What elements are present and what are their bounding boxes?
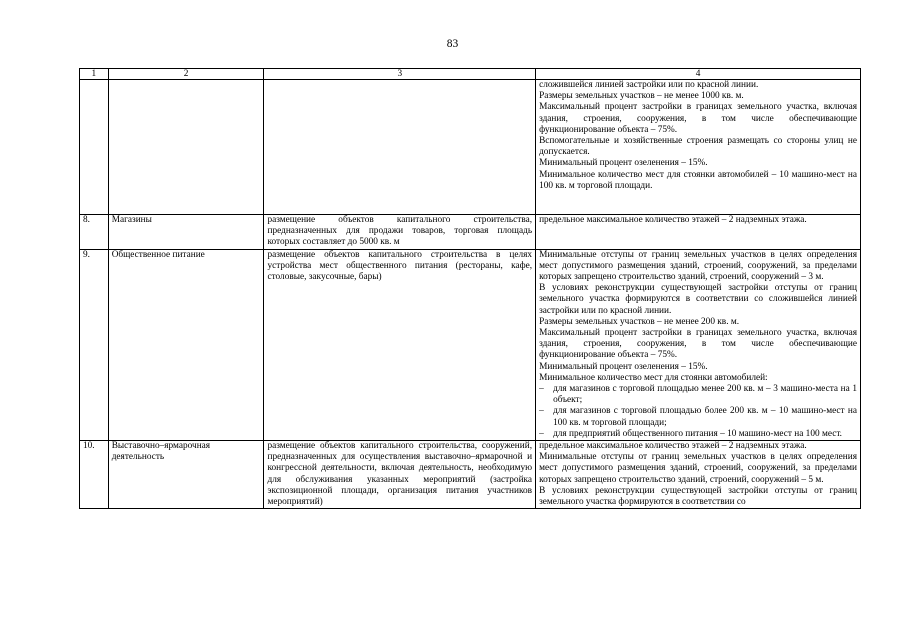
dash-item-text: для предприятий общественного питания – 10 машино-мест на 100 мест. [553, 428, 843, 439]
row-number-cell: 10. [80, 441, 109, 509]
param-text: предельное максимальное количество этажей – 2 надземных этажа. [539, 441, 807, 452]
dash-item-text: для магазинов с торговой площадью более 200 кв. м – 10 машино-мест на 100 кв. м торговой площади; [553, 406, 857, 428]
row-name-cell [108, 80, 264, 215]
param-text: В условиях реконструкции существующей застройки отступы от границ земельного участка формируются в соответствии со сложившейся линией застройки или по красной линии. [539, 283, 857, 316]
param-text: Минимальное количество мест для стоянки автомобилей – 10 машино-мест на 100 кв. м торговой площади. [539, 169, 857, 191]
dash-marker: – [539, 428, 544, 439]
row-description-cell: размещение объектов капитального строительства в целях устройства мест общественного питания (рестораны, кафе, столовые, закусочные, бары) [264, 249, 536, 440]
regulations-table [79, 68, 861, 509]
dash-list-item [539, 406, 857, 428]
param-text: Максимальный процент застройки в границах земельного участка, включая здания, строения, сооружения, в том числе обеспечивающие функционирование объекта – 75%. [539, 328, 857, 361]
row-params-cell [536, 441, 861, 509]
row-name-cell: Общественное питание [108, 249, 264, 440]
row-name-cell: Выставочно–ярмарочная деятельность [108, 441, 264, 509]
row-description-cell [264, 80, 536, 215]
param-text: В условиях реконструкции существующей застройки отступы от границ земельного участка формируются в соответствии со [539, 485, 857, 508]
dash-item-text: для магазинов с торговой площадью менее 200 кв. м – 3 машино-места на 1 объект; [553, 384, 857, 406]
row-params-cell [536, 249, 861, 440]
page-number: 83 [446, 38, 459, 50]
table-header-row [80, 69, 861, 80]
param-text: Минимальный процент озеленения – 15%. [539, 361, 708, 372]
row-params-cell [536, 215, 861, 250]
param-text: предельное максимальное количество этажей – 2 надземных этажа. [539, 215, 807, 225]
row-number-cell: 9. [80, 249, 109, 440]
param-text: Минимальные отступы от границ земельных участков в целях определения мест допустимого размещения зданий, строений, сооружений, за пределами которых запрещено строительство зданий, строений, сооружений – 5 м. [539, 452, 857, 485]
param-text: Минимальный процент озеленения – 15%. [539, 158, 708, 169]
param-text: Минимальные отступы от границ земельных участков в целях определения мест допустимого размещения зданий, строений, сооружений, за пределами которых запрещено строительство зданий, строений, сооружений – 3 м. [539, 249, 857, 283]
param-text: сложившейся линией застройки или по красной линии. [539, 80, 759, 90]
param-text: Размеры земельных участков – не менее 1000 кв. м. [539, 91, 744, 102]
params-clip [539, 441, 857, 508]
header-cell-3: 3 [264, 69, 536, 80]
table-row [80, 249, 861, 440]
header-cell-4: 4 [536, 69, 861, 80]
row-number-cell: 8. [80, 215, 109, 250]
param-text: Размеры земельных участков – не менее 200 кв. м. [539, 316, 740, 327]
header-cell-1: 1 [80, 69, 109, 80]
table-row [80, 441, 861, 509]
row-description-cell: размещение объектов капитального строительства, сооружений, предназначенных для осуществления выставочно–ярмарочной и конгрессной деятельности, включая деятельность, необходимую для обслуживания указанных мероприятий (застройка экспозиционной площади, организация питания участников мероприятий) [264, 441, 536, 509]
table-row [80, 80, 861, 215]
param-text: Максимальный процент застройки в границах земельного участка, включая здания, строения, сооружения, в том числе обеспечивающие функционирование объекта – 75%. [539, 102, 857, 135]
param-text: Минимальное количество мест для стоянки автомобилей: [539, 372, 768, 383]
dash-list-item [539, 384, 857, 406]
row-description-cell: размещение объектов капитального строительства, предназначенных для продажи товаров, торговая площадь которых составляет до 5000 кв. м [264, 215, 536, 250]
header-cell-2: 2 [108, 69, 264, 80]
dash-marker: – [539, 384, 544, 395]
table-row [80, 215, 861, 250]
row-name-cell: Магазины [108, 215, 264, 250]
param-text: Вспомогательные и хозяйственные строения размещать со стороны улиц не допускается. [539, 136, 857, 158]
dash-marker: – [539, 406, 544, 417]
dash-list-item [539, 429, 857, 440]
row-params-cell [536, 80, 861, 215]
row-number-cell [80, 80, 109, 215]
